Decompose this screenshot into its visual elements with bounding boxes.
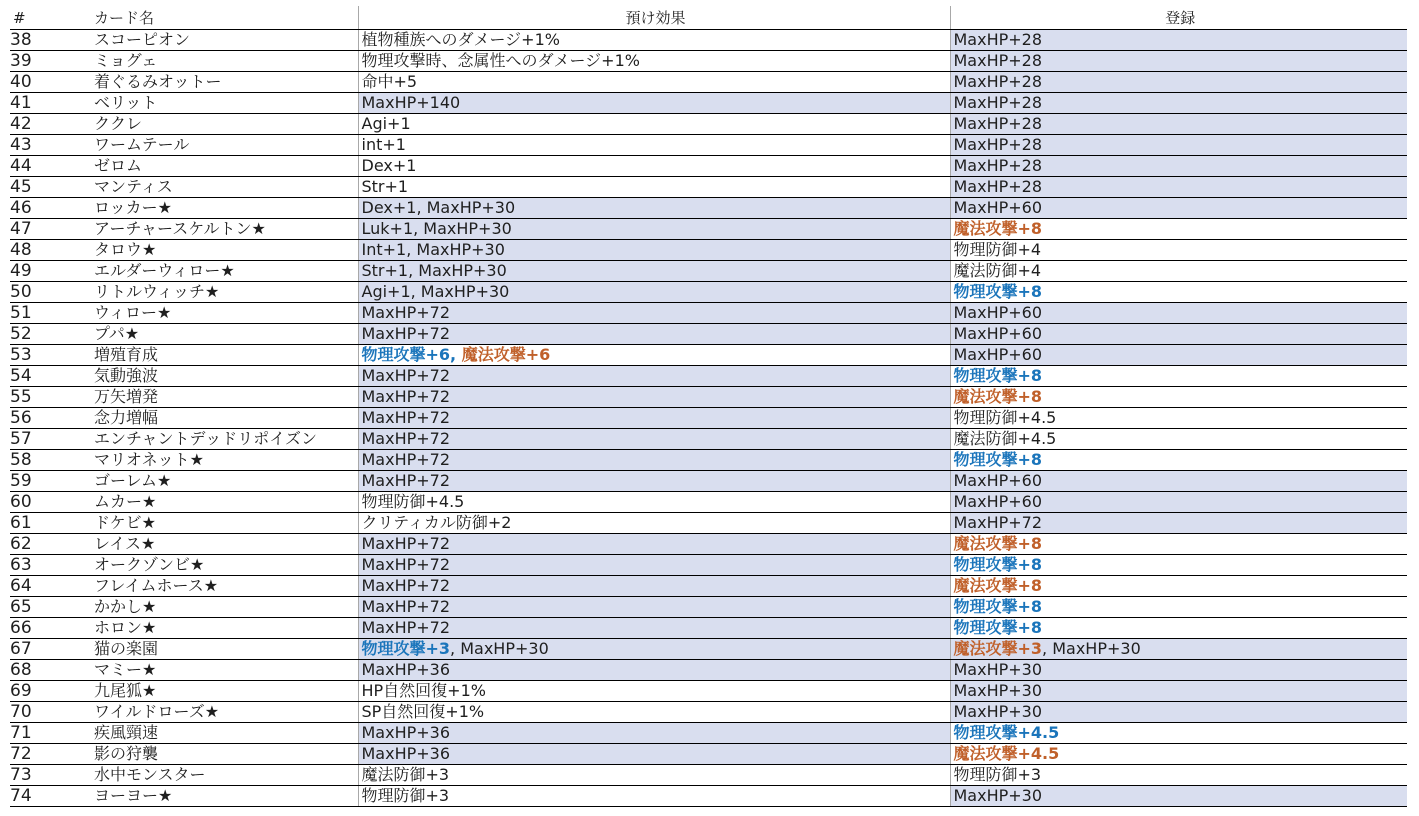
- effect-text: , MaxHP+30: [1042, 639, 1141, 658]
- card-name: マンティス: [91, 177, 358, 198]
- effect-text: MaxHP+72: [361, 534, 451, 553]
- register-effect-cell: [950, 240, 1407, 261]
- effect-text: MaxHP+72: [361, 576, 451, 595]
- effect-text: 物理攻撃+8: [953, 555, 1043, 574]
- deposit-effect-cell: [358, 408, 950, 429]
- effect-text: MaxHP+30: [953, 786, 1043, 805]
- register-effect-cell: [950, 618, 1407, 639]
- effect-text: 物理防御+4.5: [361, 492, 465, 511]
- table-row: [10, 114, 1407, 135]
- header-card-name: カード名: [91, 6, 358, 30]
- effect-text: MaxHP+72: [361, 450, 451, 469]
- card-name: スコーピオン: [91, 30, 358, 51]
- card-name: マリオネット★: [91, 450, 358, 471]
- card-name: ククレ: [91, 114, 358, 135]
- card-number: 47: [10, 219, 91, 240]
- effect-text: HP自然回復+1%: [361, 681, 486, 700]
- table-row: [10, 723, 1407, 744]
- register-effect-cell: [950, 366, 1407, 387]
- card-name: 九尾狐★: [91, 681, 358, 702]
- effect-text: MaxHP+30: [953, 681, 1043, 700]
- card-name: 疾風頸速: [91, 723, 358, 744]
- deposit-effect-cell: [358, 450, 950, 471]
- card-number: 45: [10, 177, 91, 198]
- effect-text: MaxHP+36: [361, 744, 451, 763]
- effect-text: MaxHP+72: [361, 366, 451, 385]
- card-name: ベリット: [91, 93, 358, 114]
- card-name: 水中モンスター: [91, 765, 358, 786]
- effect-text: 魔法攻撃+8: [953, 219, 1043, 238]
- deposit-effect-cell: [358, 555, 950, 576]
- register-effect-cell: [950, 765, 1407, 786]
- effect-text: 物理攻撃+8: [953, 450, 1043, 469]
- effect-text: 物理攻撃+8: [953, 366, 1043, 385]
- card-name: 着ぐるみオットー: [91, 72, 358, 93]
- deposit-effect-cell: [358, 681, 950, 702]
- table-body: [10, 30, 1407, 807]
- effect-text: MaxHP+60: [953, 324, 1043, 343]
- card-name: マミー★: [91, 660, 358, 681]
- card-name: ゼロム: [91, 156, 358, 177]
- register-effect-cell: [950, 534, 1407, 555]
- deposit-effect-cell: [358, 366, 950, 387]
- effect-text: MaxHP+72: [361, 471, 451, 490]
- table-row: [10, 198, 1407, 219]
- table-row: [10, 261, 1407, 282]
- table-row: [10, 597, 1407, 618]
- register-effect-cell: [950, 429, 1407, 450]
- register-effect-cell: [950, 177, 1407, 198]
- effect-text: 物理攻撃+3: [361, 639, 451, 658]
- effect-text: MaxHP+30: [953, 702, 1043, 721]
- header-register-effect: 登録: [950, 6, 1407, 30]
- effect-text: 物理攻撃+8: [953, 597, 1043, 616]
- card-number: 43: [10, 135, 91, 156]
- card-number: 69: [10, 681, 91, 702]
- card-number: 73: [10, 765, 91, 786]
- deposit-effect-cell: [358, 618, 950, 639]
- effect-text: MaxHP+36: [361, 723, 451, 742]
- deposit-effect-cell: [358, 345, 950, 366]
- card-name: エンチャントデッドリポイズン: [91, 429, 358, 450]
- table-row: [10, 408, 1407, 429]
- effect-text: MaxHP+72: [361, 618, 451, 637]
- card-name: ムカー★: [91, 492, 358, 513]
- effect-text: クリティカル防御+2: [361, 513, 512, 532]
- effect-text: Dex+1, MaxHP+30: [361, 198, 516, 217]
- card-name: エルダーウィロー★: [91, 261, 358, 282]
- table-row: [10, 786, 1407, 807]
- effect-text: Str+1: [361, 177, 409, 196]
- effect-text: 物理攻撃+4.5: [953, 723, 1060, 742]
- table-row: [10, 765, 1407, 786]
- header-num: #: [10, 6, 91, 30]
- register-effect-cell: [950, 261, 1407, 282]
- table-row: [10, 681, 1407, 702]
- card-number: 57: [10, 429, 91, 450]
- effect-text: MaxHP+72: [361, 555, 451, 574]
- card-name: プパ★: [91, 324, 358, 345]
- register-effect-cell: [950, 513, 1407, 534]
- card-name: 念力増幅: [91, 408, 358, 429]
- effect-text: , MaxHP+30: [450, 639, 549, 658]
- deposit-effect-cell: [358, 114, 950, 135]
- table-row: [10, 639, 1407, 660]
- table-row: [10, 177, 1407, 198]
- deposit-effect-cell: [358, 639, 950, 660]
- table-row: [10, 219, 1407, 240]
- header-deposit-effect: 預け効果: [358, 6, 950, 30]
- register-effect-cell: [950, 303, 1407, 324]
- deposit-effect-cell: [358, 51, 950, 72]
- table-row: [10, 555, 1407, 576]
- card-number: 66: [10, 618, 91, 639]
- card-number: 51: [10, 303, 91, 324]
- card-name: ミョグェ: [91, 51, 358, 72]
- table-row: [10, 366, 1407, 387]
- effect-text: 魔法防御+3: [361, 765, 450, 784]
- card-number: 53: [10, 345, 91, 366]
- effect-text: MaxHP+140: [361, 93, 461, 112]
- table-row: [10, 492, 1407, 513]
- deposit-effect-cell: [358, 219, 950, 240]
- effect-text: SP自然回復+1%: [361, 702, 485, 721]
- table-row: [10, 72, 1407, 93]
- register-effect-cell: [950, 387, 1407, 408]
- register-effect-cell: [950, 114, 1407, 135]
- effect-text: MaxHP+72: [361, 387, 451, 406]
- card-name: 万矢増発: [91, 387, 358, 408]
- card-number: 49: [10, 261, 91, 282]
- table-row: [10, 240, 1407, 261]
- table-row: [10, 345, 1407, 366]
- table-row: [10, 744, 1407, 765]
- card-name: ホロン★: [91, 618, 358, 639]
- deposit-effect-cell: [358, 576, 950, 597]
- card-number: 41: [10, 93, 91, 114]
- card-name: タロウ★: [91, 240, 358, 261]
- table-row: [10, 576, 1407, 597]
- deposit-effect-cell: [358, 534, 950, 555]
- effect-text: 魔法攻撃+8: [953, 534, 1043, 553]
- card-number: 67: [10, 639, 91, 660]
- effect-text: Int+1, MaxHP+30: [361, 240, 505, 259]
- card-name: レイス★: [91, 534, 358, 555]
- effect-text: MaxHP+28: [953, 30, 1043, 49]
- effect-text: MaxHP+28: [953, 177, 1043, 196]
- card-name: 増殖育成: [91, 345, 358, 366]
- card-number: 61: [10, 513, 91, 534]
- register-effect-cell: [950, 786, 1407, 807]
- card-effects-table: [10, 6, 1407, 807]
- card-name: かかし★: [91, 597, 358, 618]
- register-effect-cell: [950, 198, 1407, 219]
- card-number: 63: [10, 555, 91, 576]
- effect-text: MaxHP+28: [953, 135, 1043, 154]
- deposit-effect-cell: [358, 324, 950, 345]
- card-name: 気動強波: [91, 366, 358, 387]
- table-row: [10, 30, 1407, 51]
- table-row: [10, 534, 1407, 555]
- table-row: [10, 513, 1407, 534]
- card-number: 62: [10, 534, 91, 555]
- table-row: [10, 282, 1407, 303]
- effect-text: MaxHP+60: [953, 345, 1043, 364]
- deposit-effect-cell: [358, 471, 950, 492]
- register-effect-cell: [950, 282, 1407, 303]
- effect-text: MaxHP+60: [953, 198, 1043, 217]
- card-number: 50: [10, 282, 91, 303]
- effect-text: 物理攻撃+6: [361, 345, 451, 364]
- card-name: 猫の楽園: [91, 639, 358, 660]
- effect-text: MaxHP+60: [953, 303, 1043, 322]
- deposit-effect-cell: [358, 261, 950, 282]
- table-row: [10, 618, 1407, 639]
- deposit-effect-cell: [358, 786, 950, 807]
- effect-text: 物理防御+4.5: [953, 408, 1057, 427]
- card-number: 59: [10, 471, 91, 492]
- table-row: [10, 135, 1407, 156]
- card-number: 74: [10, 786, 91, 807]
- effect-text: ,: [450, 345, 462, 364]
- deposit-effect-cell: [358, 387, 950, 408]
- register-effect-cell: [950, 51, 1407, 72]
- deposit-effect-cell: [358, 429, 950, 450]
- effect-text: 物理攻撃+8: [953, 618, 1043, 637]
- card-name: ロッカー★: [91, 198, 358, 219]
- effect-text: 命中+5: [361, 72, 418, 91]
- deposit-effect-cell: [358, 135, 950, 156]
- register-effect-cell: [950, 576, 1407, 597]
- deposit-effect-cell: [358, 303, 950, 324]
- register-effect-cell: [950, 471, 1407, 492]
- card-number: 55: [10, 387, 91, 408]
- header-row: [10, 6, 1407, 30]
- effect-text: MaxHP+28: [953, 156, 1043, 175]
- card-name: オークゾンビ★: [91, 555, 358, 576]
- deposit-effect-cell: [358, 597, 950, 618]
- effect-text: 魔法攻撃+4.5: [953, 744, 1060, 763]
- register-effect-cell: [950, 492, 1407, 513]
- effect-text: 植物種族へのダメージ+1%: [361, 30, 560, 49]
- effect-text: MaxHP+60: [953, 492, 1043, 511]
- effect-text: MaxHP+28: [953, 114, 1043, 133]
- table-row: [10, 93, 1407, 114]
- deposit-effect-cell: [358, 93, 950, 114]
- card-name: ワイルドローズ★: [91, 702, 358, 723]
- card-number: 70: [10, 702, 91, 723]
- table-row: [10, 450, 1407, 471]
- deposit-effect-cell: [358, 660, 950, 681]
- effect-text: 物理防御+3: [953, 765, 1042, 784]
- card-number: 48: [10, 240, 91, 261]
- effect-text: Agi+1, MaxHP+30: [361, 282, 510, 301]
- register-effect-cell: [950, 597, 1407, 618]
- effect-text: 魔法攻撃+8: [953, 387, 1043, 406]
- table-row: [10, 660, 1407, 681]
- effect-text: MaxHP+28: [953, 51, 1043, 70]
- effect-text: Str+1, MaxHP+30: [361, 261, 507, 280]
- deposit-effect-cell: [358, 765, 950, 786]
- effect-text: Luk+1, MaxHP+30: [361, 219, 512, 238]
- register-effect-cell: [950, 681, 1407, 702]
- card-name: ドケビ★: [91, 513, 358, 534]
- register-effect-cell: [950, 345, 1407, 366]
- table-row: [10, 156, 1407, 177]
- effect-text: MaxHP+72: [361, 597, 451, 616]
- effect-text: 魔法攻撃+3: [953, 639, 1043, 658]
- card-number: 54: [10, 366, 91, 387]
- register-effect-cell: [950, 135, 1407, 156]
- effect-text: int+1: [361, 135, 406, 154]
- card-number: 60: [10, 492, 91, 513]
- effect-text: 物理防御+3: [361, 786, 450, 805]
- effect-text: MaxHP+28: [953, 72, 1043, 91]
- register-effect-cell: [950, 156, 1407, 177]
- effect-text: MaxHP+72: [361, 408, 451, 427]
- effect-text: MaxHP+36: [361, 660, 451, 679]
- card-number: 46: [10, 198, 91, 219]
- card-number: 38: [10, 30, 91, 51]
- card-name: ゴーレム★: [91, 471, 358, 492]
- table-row: [10, 303, 1407, 324]
- effect-text: MaxHP+72: [953, 513, 1043, 532]
- card-name: リトルウィッチ★: [91, 282, 358, 303]
- effect-text: MaxHP+60: [953, 471, 1043, 490]
- effect-text: 物理攻撃+8: [953, 282, 1043, 301]
- register-effect-cell: [950, 408, 1407, 429]
- deposit-effect-cell: [358, 744, 950, 765]
- deposit-effect-cell: [358, 30, 950, 51]
- card-number: 71: [10, 723, 91, 744]
- effect-text: MaxHP+72: [361, 324, 451, 343]
- register-effect-cell: [950, 450, 1407, 471]
- card-name: ウィロー★: [91, 303, 358, 324]
- card-number: 56: [10, 408, 91, 429]
- register-effect-cell: [950, 639, 1407, 660]
- card-name: アーチャースケルトン★: [91, 219, 358, 240]
- table-row: [10, 51, 1407, 72]
- effect-text: MaxHP+72: [361, 303, 451, 322]
- deposit-effect-cell: [358, 198, 950, 219]
- card-name: ワームテール: [91, 135, 358, 156]
- table-row: [10, 324, 1407, 345]
- card-number: 58: [10, 450, 91, 471]
- deposit-effect-cell: [358, 72, 950, 93]
- register-effect-cell: [950, 555, 1407, 576]
- card-number: 44: [10, 156, 91, 177]
- effect-text: MaxHP+30: [953, 660, 1043, 679]
- register-effect-cell: [950, 660, 1407, 681]
- register-effect-cell: [950, 72, 1407, 93]
- card-number: 40: [10, 72, 91, 93]
- table-row: [10, 471, 1407, 492]
- register-effect-cell: [950, 219, 1407, 240]
- card-number: 72: [10, 744, 91, 765]
- register-effect-cell: [950, 30, 1407, 51]
- effect-text: MaxHP+72: [361, 429, 451, 448]
- effect-text: 物理攻撃時、念属性へのダメージ+1%: [361, 51, 640, 70]
- deposit-effect-cell: [358, 702, 950, 723]
- register-effect-cell: [950, 93, 1407, 114]
- register-effect-cell: [950, 723, 1407, 744]
- register-effect-cell: [950, 702, 1407, 723]
- effect-text: Agi+1: [361, 114, 411, 133]
- card-name: 影の狩襲: [91, 744, 358, 765]
- deposit-effect-cell: [358, 492, 950, 513]
- effect-text: 物理防御+4: [953, 240, 1042, 259]
- card-number: 39: [10, 51, 91, 72]
- effect-text: Dex+1: [361, 156, 417, 175]
- card-number: 65: [10, 597, 91, 618]
- deposit-effect-cell: [358, 156, 950, 177]
- effect-text: 魔法攻撃+6: [461, 345, 551, 364]
- effect-text: 魔法防御+4: [953, 261, 1042, 280]
- table-row: [10, 702, 1407, 723]
- card-name: フレイムホース★: [91, 576, 358, 597]
- card-number: 42: [10, 114, 91, 135]
- card-number: 64: [10, 576, 91, 597]
- deposit-effect-cell: [358, 513, 950, 534]
- card-number: 52: [10, 324, 91, 345]
- effect-text: MaxHP+28: [953, 93, 1043, 112]
- register-effect-cell: [950, 324, 1407, 345]
- card-number: 68: [10, 660, 91, 681]
- table-row: [10, 429, 1407, 450]
- card-name: ヨーヨー★: [91, 786, 358, 807]
- table-row: [10, 387, 1407, 408]
- register-effect-cell: [950, 744, 1407, 765]
- effect-text: 魔法攻撃+8: [953, 576, 1043, 595]
- deposit-effect-cell: [358, 177, 950, 198]
- deposit-effect-cell: [358, 240, 950, 261]
- effect-text: 魔法防御+4.5: [953, 429, 1057, 448]
- deposit-effect-cell: [358, 723, 950, 744]
- deposit-effect-cell: [358, 282, 950, 303]
